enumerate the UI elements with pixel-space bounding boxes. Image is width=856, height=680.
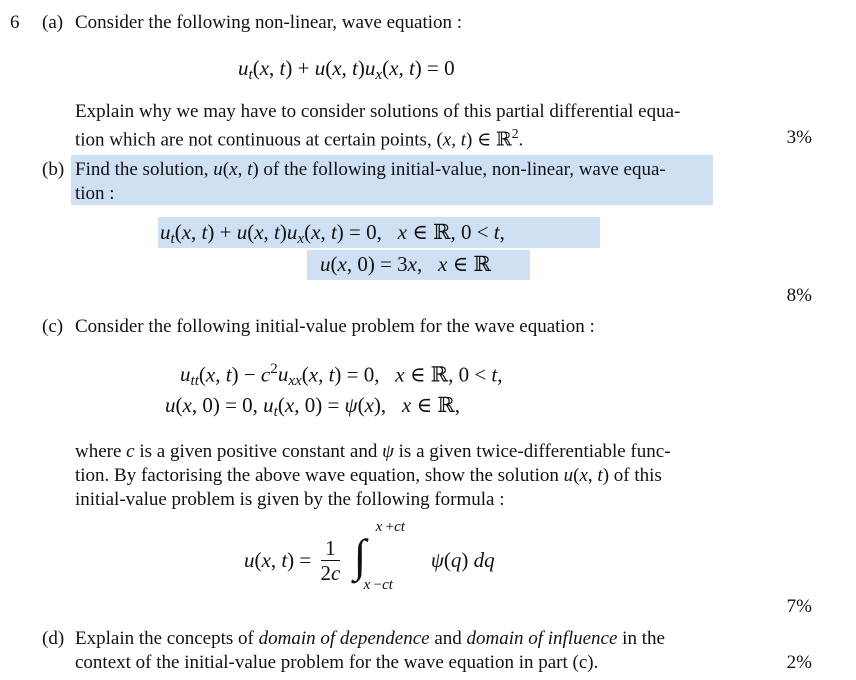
part-c-eq1: $u_{tt}(x$, $t) - c^2u_{xx}(x$, t) = 0, x ∈ ℝ, 0 < t,: [180, 361, 503, 390]
part-b-eq1: $u_t(x$, t) + u(x, $t)u_x(x$, t) = 0, x ∈ ℝ, 0 < t,: [160, 220, 505, 247]
part-c-intro: Consider the following initial-value problem for the wave equation :: [75, 316, 595, 337]
part-b-eq2: u(x, 0) = 3x, x ∈ ℝ: [320, 252, 491, 276]
part-a-marks: 3%: [786, 127, 812, 148]
part-a-label: (a): [42, 12, 64, 33]
integral-sign: ∫: [353, 530, 367, 581]
part-c-label: (c): [42, 316, 64, 337]
part-c-text-line1: where c is a given positive constant and ψ is a given twice-differentiable func-: [75, 441, 671, 462]
part-d-line2: context of the initial-value problem for the wave equation in part (c).: [75, 652, 599, 673]
part-a-text-line1: Explain why we may have to consider solutions of this partial differential equa-: [75, 101, 681, 122]
part-a-text-line2: tion which are not continuous at certain points, (x, t) ∈ ℝ$^2$.: [75, 126, 524, 151]
term-domain-of-dependence: domain of dependence: [258, 628, 430, 649]
part-d-label: (d): [42, 628, 65, 649]
part-c-text-line2: tion. By factorising the above wave equation, show the solution u(x, t) of this: [75, 465, 662, 486]
part-b-line2: tion :: [75, 183, 115, 204]
part-c-formula: u(x, t) = $\frac{1}{2c}$ ∫ x +ct x −ct ψ(q) dq: [244, 519, 495, 593]
formula-fraction: $\frac{1}{2c}$: [320, 535, 341, 585]
question-number: 6: [10, 12, 20, 33]
term-domain-of-influence: domain of influence: [466, 628, 618, 649]
part-c-text-line3: initial-value problem is given by the following formula :: [75, 489, 505, 510]
part-b-label: (b): [42, 159, 65, 180]
part-b-marks: 8%: [786, 285, 812, 306]
part-b-line1: Find the solution, u(x, t) of the following initial-value, non-linear, wave equa-: [75, 159, 666, 180]
part-a-intro: Consider the following non-linear, wave equation :: [75, 12, 463, 33]
part-d-marks: 2%: [786, 652, 812, 673]
part-c-eq2: u(x, 0) = 0, $u_t(x$, 0) = ψ(x), x ∈ ℝ,: [165, 393, 460, 420]
part-c-marks: 7%: [786, 596, 812, 617]
part-a-equation: $u_t(x$, t) + u(x, $t)u_x(x$, t) = 0: [238, 56, 455, 83]
part-d-line1: Explain the concepts of domain of dependence and domain of influence in the: [75, 628, 665, 649]
